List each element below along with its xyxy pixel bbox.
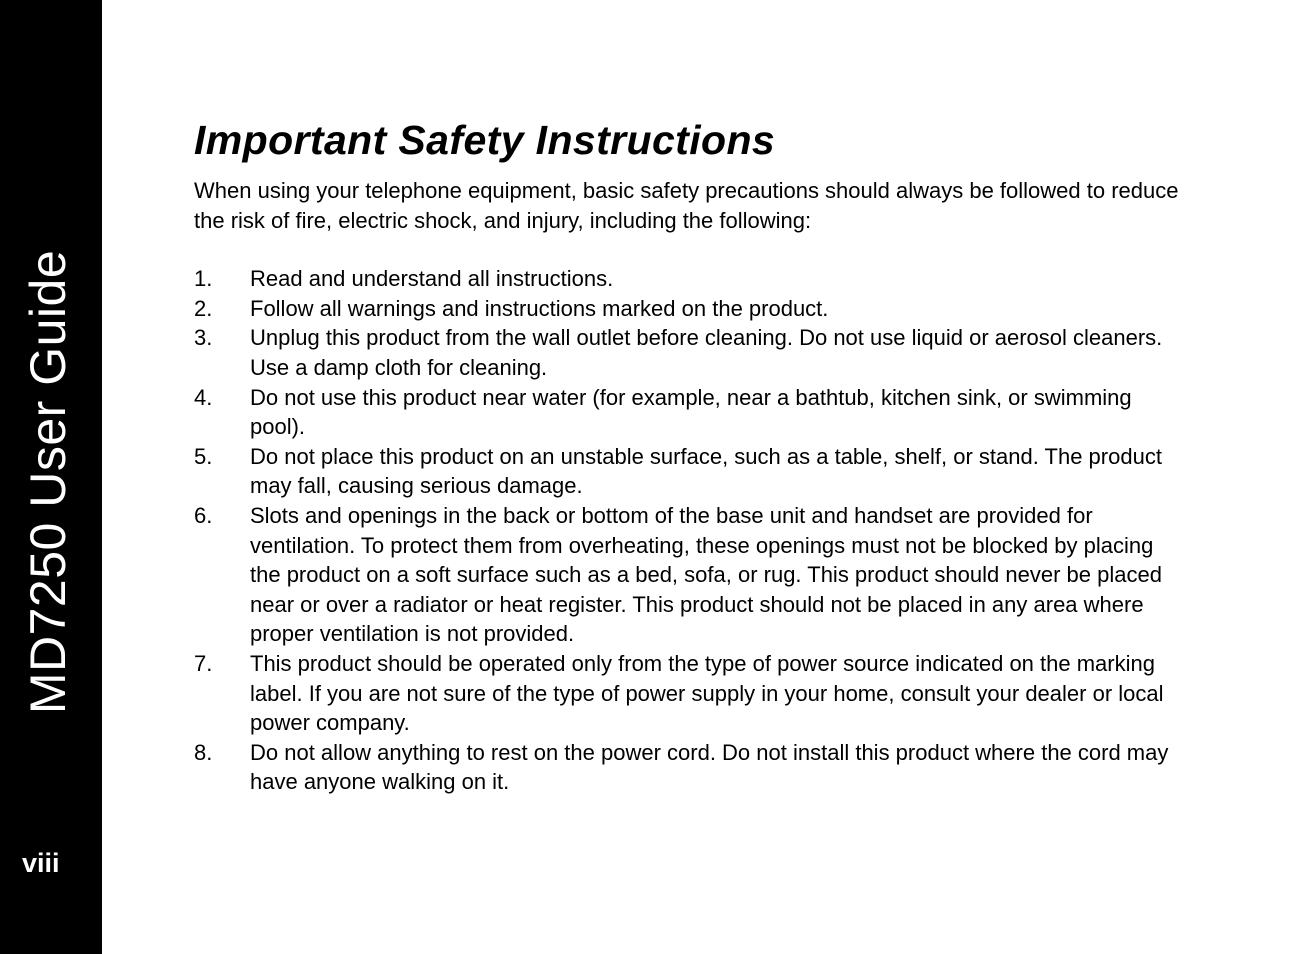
item-text: Do not use this product near water (for example, near a bathtub, kitchen sink, or swimming pool).	[250, 384, 1132, 440]
list-item	[194, 264, 1204, 294]
item-number: 7.	[194, 650, 213, 676]
item-text: Follow all warnings and instructions marked on the product.	[250, 295, 829, 321]
item-text: Unplug this product from the wall outlet before cleaning. Do not use liquid or aerosol cleaners. Use a damp cloth for cleaning.	[250, 325, 1163, 380]
item-number: 2.	[194, 295, 213, 321]
item-number: 6.	[194, 502, 213, 528]
item-number: 1.	[194, 266, 213, 292]
item-number: 3.	[194, 325, 213, 351]
list-item	[194, 323, 1204, 382]
item-text: Read and understand all instructions.	[250, 266, 614, 292]
page-number: viii	[22, 848, 60, 878]
list-item	[194, 738, 1204, 797]
list-item	[194, 501, 1204, 649]
list-item	[194, 649, 1204, 738]
page-title: Important Safety Instructions	[194, 117, 776, 163]
item-text: This product should be operated only from the type of power source indicated on the marking label. If you are not sure of the type of power supply in your home, consult your dealer or local power company.	[250, 650, 1164, 736]
item-text: Do not allow anything to rest on the power cord. Do not install this product where the cord may have anyone walking on it.	[250, 739, 1169, 795]
item-text: Do not place this product on an unstable surface, such as a table, shelf, or stand. The product may fall, causing serious damage.	[250, 443, 1162, 499]
intro-paragraph: When using your telephone equipment, basic safety precautions should always be followed to reduce the risk of fire, electric shock, and injury, including the following:	[194, 178, 1179, 233]
item-text: Slots and openings in the back or bottom of the base unit and handset are provided for ventilation. To protect them from overheating, these openings must not be blocked by placing the product on a soft surface such as a bed, sofa, or rug. This product should never be placed near or over a radiator or heat register. This product should not be placed in any area where proper ventilation is not provided.	[250, 502, 1162, 647]
sidebar	[0, 0, 102, 954]
list-item	[194, 383, 1204, 442]
list-item	[194, 442, 1204, 501]
item-number: 4.	[194, 384, 213, 410]
list-item	[194, 294, 1204, 324]
instructions-list	[194, 264, 1204, 797]
main-content	[194, 112, 1204, 797]
guide-title: MD7250 User Guide	[20, 249, 76, 715]
item-number: 5.	[194, 443, 213, 469]
item-number: 8.	[194, 739, 213, 765]
